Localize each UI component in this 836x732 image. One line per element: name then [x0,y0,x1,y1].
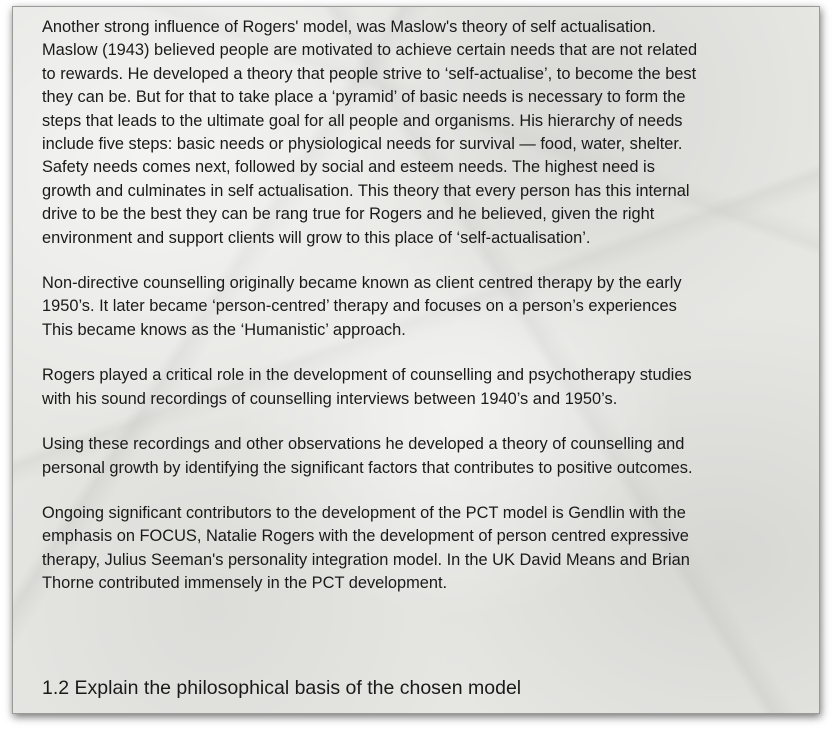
paragraph-non-directive: Non-directive counselling originally became known as client centred therapy by the early 1950’s. It later became ‘person-centred’ therapy and focuses on a person’s experiences This became knows as the ‘Humanistic’ approach. [42,274,682,339]
document-body [42,16,812,618]
paragraph-recordings: Rogers played a critical role in the development of counselling and psychotherapy studies with his sound recordings of counselling interviews between 1940’s and 1950’s. [42,366,692,408]
paper-frame [12,6,820,714]
section-heading: 1.2 Explain the philosophical basis of the chosen model [42,677,522,699]
paragraph-theory: Using these recordings and other observations he developed a theory of counselling and personal growth by identifying the significant factors that contributes to positive outcomes. [42,435,693,477]
paragraph-contributors: Ongoing significant contributors to the development of the PCT model is Gendlin with the emphasis on FOCUS, Natalie Rogers with the development of person centred expressive therapy, Julius Seeman's personality integration model. In the UK David Means and Brian Thorne contributed immensely in the PCT development. [42,503,690,593]
paragraph-maslow: Another strong influence of Rogers' model, was Maslow's theory of self actualisation. Maslow (1943) believed people are motivated to achieve certain needs that are not related to rewards. He developed a theory that people strive to ‘self-actualise’, to become the best they can be. But for that to take place a ‘pyramid’ of basic needs is necessary to form the steps that leads to the ultimate goal for all people and organisms. His hierarchy of needs include five steps: basic needs or physiological needs for survival — food, water, shelter. Safety needs comes next, followed by social and esteem needs. The highest need is growth and culminates in self actualisation. This theory that every person has this internal drive to be the best they can be rang true for Rogers and he believed, given the right environment and support clients will grow to this place of ‘self-actualisation’. [42,18,698,247]
